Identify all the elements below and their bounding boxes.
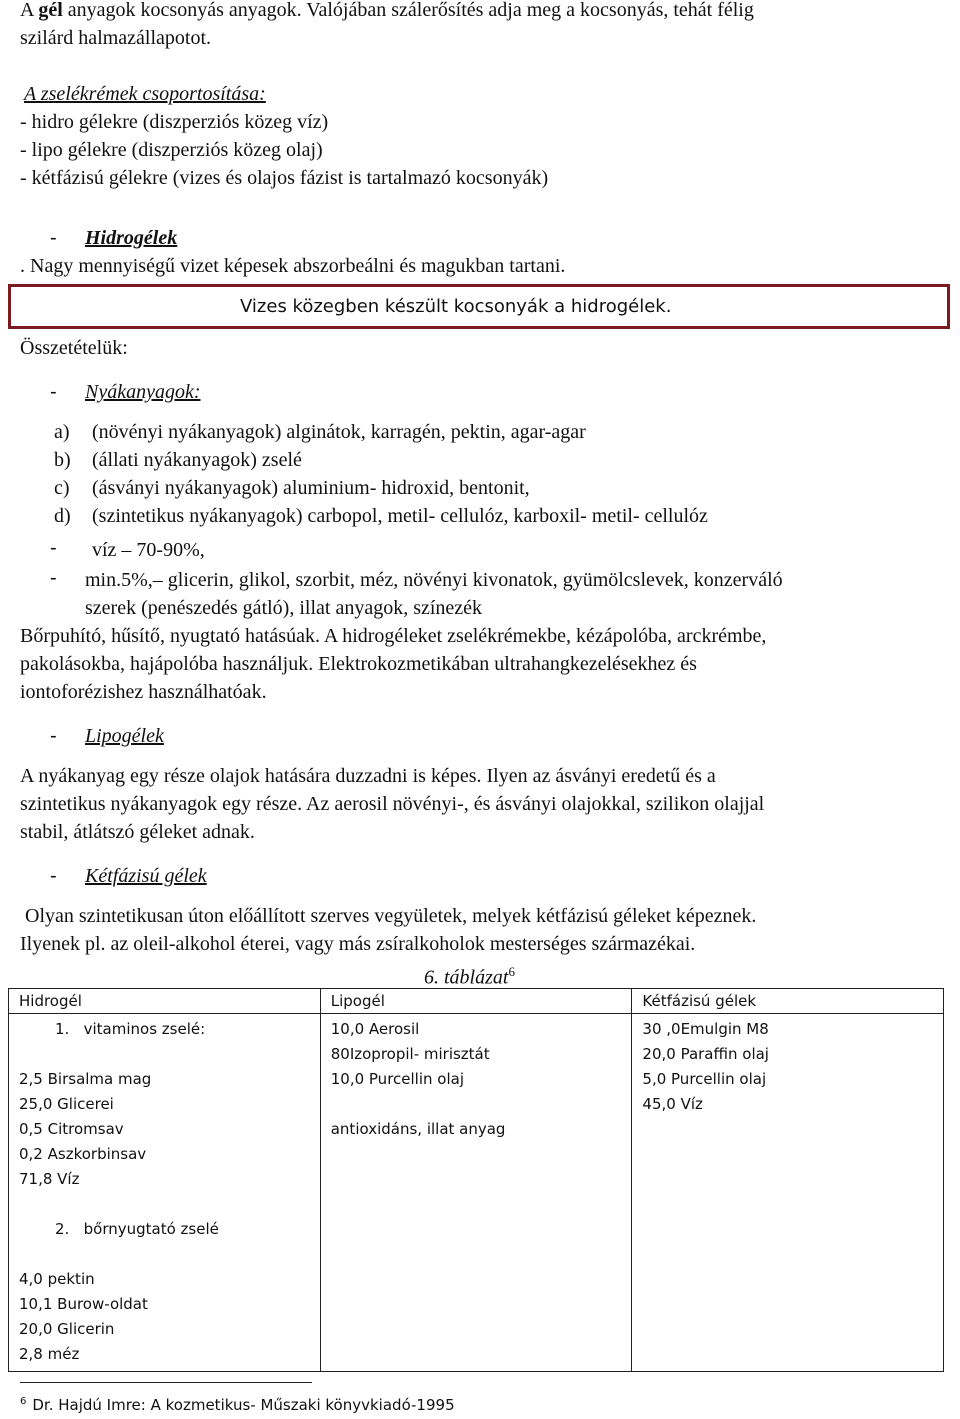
biphasic-dash: - — [50, 865, 57, 887]
spacer — [9, 1042, 320, 1067]
ketfazisu-item: 30 ,0Emulgin M8 — [642, 1020, 769, 1038]
recipe-1-item: 2,5 Birsalma mag — [19, 1070, 152, 1088]
hydro-heading: Hidrogélek — [85, 227, 178, 249]
cell-ketfazisu — [632, 1014, 944, 1372]
footnote-rule — [20, 1382, 312, 1383]
footnote-text: Dr. Hajdú Imre: A kozmetikus- Műszaki könyvkiadó-1995 — [32, 1396, 455, 1414]
recipe-1-name: vitaminos zselé: — [83, 1020, 206, 1038]
table-body-row — [9, 1014, 944, 1372]
lipo-para-line-3: stabil, átlátszó géleket adnak. — [20, 821, 255, 843]
min-line-2: szerek (penészedés gátló), illat anyagok, színezék — [85, 597, 483, 619]
header-lipogel: Lipogél — [320, 989, 632, 1014]
grouping-title: A zselékrémek csoportosítása: — [24, 83, 266, 105]
recipe-2-name: bőrnyugtató zselé — [83, 1220, 219, 1238]
table-caption — [424, 958, 515, 992]
table-caption-sup: 6 — [508, 964, 515, 979]
recipe-1-item: 71,8 Víz — [19, 1170, 80, 1188]
spacer — [9, 1192, 320, 1217]
gel-recipes-table — [8, 988, 944, 1372]
hydro-para-line-1: Bőrpuhító, hűsítő, nyugtató hatásúak. A hidrogéleket zselékrémekbe, kézápolóba, arckrémbe, — [20, 625, 767, 647]
spacer — [321, 1092, 632, 1117]
recipe-1-title — [9, 1017, 320, 1042]
ketfazisu-item: 20,0 Paraffin olaj — [642, 1045, 769, 1063]
list-marker-b: b) — [54, 449, 71, 471]
recipe-2-item: 4,0 pektin — [19, 1270, 95, 1288]
intro-text: A — [20, 0, 39, 21]
recipe-2-item: 2,8 méz — [19, 1345, 80, 1363]
intro-text: anyagok kocsonyás anyagok. Valójában szálerősítés adja meg a kocsonyás, tehát félig — [62, 0, 754, 21]
lipo-para-line-1: A nyákanyag egy része olajok hatására duzzadni is képes. Ilyen az ásványi eredetű és a — [20, 765, 716, 787]
grouping-item-hidro: - hidro gélekre (diszperziós közeg víz) — [20, 111, 329, 133]
hydro-desc: . Nagy mennyiségű vizet képesek abszorbeálni és magukban tartani. — [20, 255, 566, 277]
footnote — [20, 1396, 455, 1414]
footnote-number: 6 — [20, 1396, 27, 1407]
callout-text: Vizes közegben készült kocsonyák a hidrogélek. — [240, 296, 672, 317]
list-item-b: (állati nyákanyagok) zselé — [92, 449, 302, 471]
cell-hidrogel — [9, 1014, 321, 1372]
lipo-para-line-2: szintetikus nyákanyagok egy része. Az aerosil növényi-, és ásványi olajokkal, szilikon olajjal — [20, 793, 765, 815]
biphasic-heading: Kétfázisú gélek — [85, 865, 207, 887]
spacer — [9, 1242, 320, 1267]
biphasic-para-line-2: Ilyenek pl. az oleil-alkohol éterei, vagy más zsíralkoholok mesterséges származékai. — [20, 933, 696, 955]
lipogel-item: 10,0 Purcellin olaj — [330, 1070, 464, 1088]
cell-lipogel — [320, 1014, 632, 1372]
recipe-2-number: 2. — [55, 1220, 70, 1238]
mucilage-heading: Nyákanyagok: — [85, 381, 201, 403]
water-line: víz – 70-90%, — [92, 539, 205, 561]
list-marker-c: c) — [54, 477, 70, 499]
min-dash: - — [50, 567, 57, 589]
recipe-2-title — [9, 1217, 320, 1242]
list-item-c: (ásványi nyákanyagok) aluminium- hidroxid, bentonit, — [92, 477, 530, 499]
recipe-2-item: 20,0 Glicerin — [19, 1320, 115, 1338]
list-marker-d: d) — [54, 505, 71, 527]
recipe-1-item: 0,5 Citromsav — [19, 1120, 124, 1138]
recipe-1-item: 25,0 Glicerei — [19, 1095, 114, 1113]
lipogel-item: antioxidáns, illat anyag — [330, 1120, 506, 1138]
ketfazisu-item: 45,0 Víz — [642, 1095, 703, 1113]
header-ketfazisu: Kétfázisú gélek — [632, 989, 944, 1014]
list-item-d: (szintetikus nyákanyagok) carbopol, metil- cellulóz, karboxil- metil- cellulóz — [92, 505, 708, 527]
grouping-item-ketfazisu: - kétfázisú gélekre (vizes és olajos fázist is tartalmazó kocsonyák) — [20, 167, 549, 189]
intro-line-1 — [20, 0, 754, 24]
ketfazisu-item: 5,0 Purcellin olaj — [642, 1070, 767, 1088]
hydro-dash: - — [50, 227, 57, 249]
table-header-row — [9, 989, 944, 1014]
intro-line-2: szilárd halmazállapotot. — [20, 27, 212, 49]
recipe-1-item: 0,2 Aszkorbinsav — [19, 1145, 147, 1163]
table-caption-text: 6. táblázat — [424, 966, 509, 989]
list-item-a: (növényi nyákanyagok) alginátok, karragén, pektin, agar-agar — [92, 421, 586, 443]
gel-bold-term: gél — [38, 0, 63, 21]
list-marker-a: a) — [54, 421, 70, 443]
lipogel-item: 80Izopropil- mirisztát — [330, 1045, 490, 1063]
grouping-item-lipo: - lipo gélekre (diszperziós közeg olaj) — [20, 139, 323, 161]
header-hidrogel: Hidrogél — [9, 989, 321, 1014]
water-dash: - — [50, 537, 57, 559]
recipe-1-number: 1. — [55, 1020, 70, 1038]
recipe-2-item: 10,1 Burow-oldat — [19, 1295, 148, 1313]
biphasic-para-line-1: Olyan szintetikusan úton előállított szerves vegyületek, melyek kétfázisú géleket képeznek. — [20, 905, 757, 927]
hydro-para-line-3: iontoforézishez használhatóak. — [20, 681, 267, 703]
composition-label: Összetételük: — [20, 337, 128, 359]
min-line-1: min.5%,– glicerin, glikol, szorbit, méz, növényi kivonatok, gyümölcslevek, konzerváló — [85, 569, 783, 591]
lipogel-item: 10,0 Aerosil — [330, 1020, 420, 1038]
hydro-para-line-2: pakolásokba, hajápolóba használjuk. Elektrokozmetikában ultrahangkezelésekhez és — [20, 653, 697, 675]
mucilage-dash: - — [50, 381, 57, 403]
lipo-dash: - — [50, 725, 57, 747]
lipo-heading: Lipogélek — [85, 725, 164, 747]
